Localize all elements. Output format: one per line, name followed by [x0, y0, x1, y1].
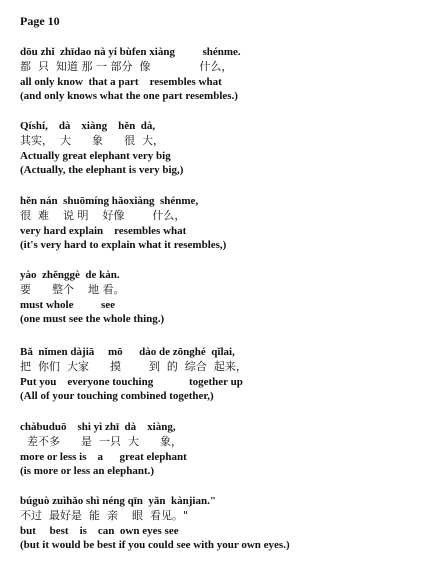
english-gloss-line: all only know that a part resembles what: [20, 75, 222, 88]
hanzi-line: 不过 最好是 能 亲 眼 看见。": [20, 508, 189, 522]
pinyin-line: yào zhěnggè de kàn.: [20, 269, 120, 281]
english-gloss-line: more or less is a great elephant: [20, 450, 187, 463]
stanza-2: [20, 119, 415, 178]
translation-line: (is more or less an elephant.): [20, 465, 155, 478]
english-gloss-line: very hard explain resembles what: [20, 224, 187, 237]
stanza-5: [20, 345, 415, 404]
english-gloss-line: but best is can own eyes see: [20, 524, 179, 537]
hanzi-line: 差不多 是 一只 大 象，: [20, 434, 182, 448]
pinyin-line: Bǎ nǐmen dàjiā mō dào de zōnghé qǐlai,: [20, 346, 235, 358]
pinyin-line: dōu zhǐ zhīdao nà yí bùfen xiàng shénme.: [20, 46, 241, 58]
pinyin-line: Qíshí, dà xiàng hěn dà,: [20, 120, 156, 132]
hanzi-line: 很 难 说 明 好像 什么，: [20, 208, 186, 222]
translation-line: (but it would be best if you could see with your own eyes.): [20, 539, 290, 552]
translation-line: (and only knows what the one part resembles.): [20, 90, 238, 103]
translation-line: (one must see the whole thing.): [20, 313, 165, 326]
stanza-4: [20, 268, 415, 327]
english-gloss-line: must whole see: [20, 298, 116, 311]
translation-line: (All of your touching combined together,): [20, 390, 214, 403]
pinyin-line: búguò zuìhǎo shì néng qīn yǎn kànjian.": [20, 495, 216, 507]
page-number: Page 10: [20, 14, 60, 28]
hanzi-line: 其实， 大 象 很 大，: [20, 133, 164, 147]
english-gloss-line: Put you everyone touching together up: [20, 375, 243, 388]
hanzi-line: 把 你们 大家 摸 到 的 综合 起来，: [20, 359, 247, 373]
translation-line: (Actually, the elephant is very big,): [20, 164, 184, 177]
hanzi-line: 要 整个 地 看。: [20, 282, 125, 296]
translation-line: (it's very hard to explain what it resembles,): [20, 239, 227, 252]
pinyin-line: hěn nán shuōmíng hǎoxiàng shénme,: [20, 195, 199, 207]
english-gloss-line: Actually great elephant very big: [20, 149, 171, 162]
stanza-7: [20, 494, 415, 553]
stanza-1: [20, 45, 415, 104]
stanza-3: [20, 194, 415, 253]
pinyin-line: chàbuduō shì yì zhī dà xiàng,: [20, 421, 176, 433]
hanzi-line: 都 只 知道 那 一 部分 像 什么，: [20, 59, 233, 73]
stanza-6: [20, 420, 415, 479]
